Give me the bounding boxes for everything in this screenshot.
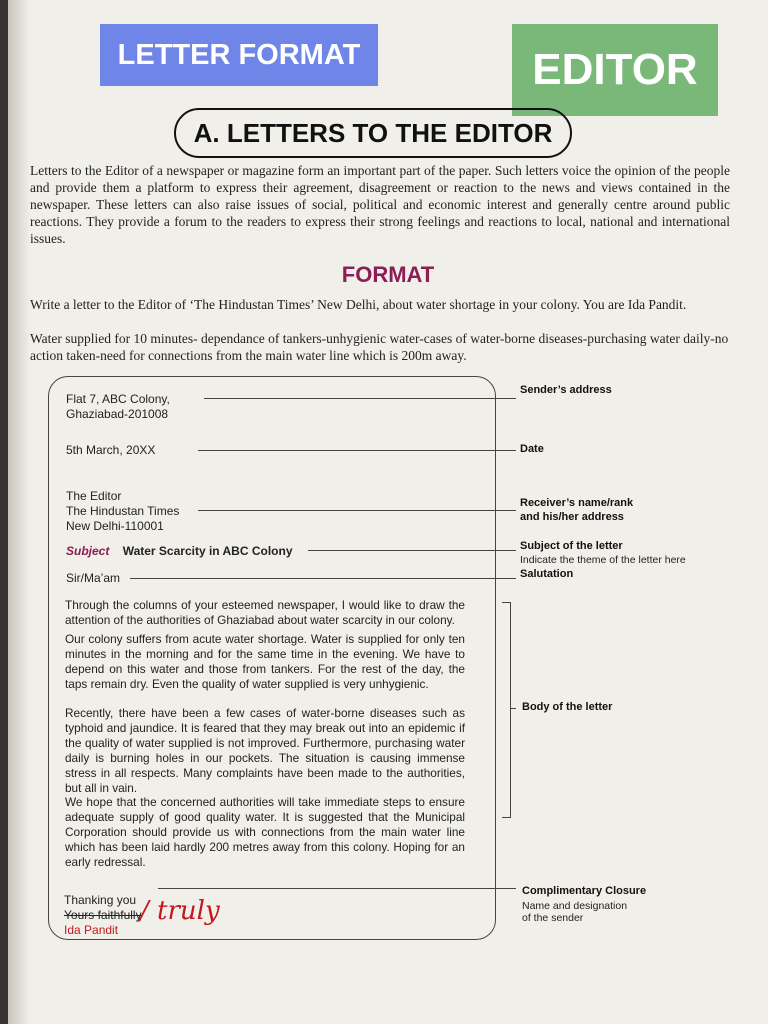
intro-paragraph: Letters to the Editor of a newspaper or magazine form an important part of the paper. Such letters voice the opinion of the people and provide them a platform to express their agreement, disagreement or reaction to the news and views contained in the newspaper. These letters can also raise issues of social, political and economic interest and generally centre around public reactions. They provide a forum to the readers to express their strong feelings and reactions to local, national and international issues. xyxy=(30,163,730,246)
annotation-salutation: Salutation xyxy=(520,568,574,580)
leader-body xyxy=(510,708,516,709)
format-heading: FORMAT xyxy=(341,262,435,287)
subject-text: Water Scarcity in ABC Colony xyxy=(122,544,293,558)
leader-salutation xyxy=(130,578,516,579)
receiver-line-3: New Delhi-110001 xyxy=(66,519,164,533)
body-paragraph-3: Recently, there have been a few cases of water-borne diseases such as typhoid and jaundice. It is feared that they may break out into an epidemic if the quality of water supplied is not improved. Furthermore, purchasing water daily is burning holes in our pockets. The situation is causing immense stress in all respects. Many complaints have been made to the authorities, but all in vain. xyxy=(65,706,465,795)
leader-sender xyxy=(204,398,516,399)
letter-format-label: LETTER FORMAT xyxy=(100,24,378,86)
body-paragraph-4: We hope that the concerned authorities will take immediate steps to ensure adequate supply of good quality water. It is suggested that the Municipal Corporation should provide us with connections from the main water line which has been laid hardly 200 metres away from this colony. Hoping for an early redressal. xyxy=(65,795,465,869)
closing-line-1: Thanking you xyxy=(64,893,137,907)
annotation-closure-sub-2: of the sender xyxy=(522,912,584,924)
leader-receiver xyxy=(198,510,516,511)
annotation-receiver-2: and his/her address xyxy=(520,511,624,523)
leader-date xyxy=(198,450,516,451)
leader-closure xyxy=(158,888,516,889)
closing-line-2-text: Yours faithfully xyxy=(64,908,142,922)
editor-label: EDITOR xyxy=(512,24,718,116)
salutation: Sir/Ma’am xyxy=(66,571,121,585)
sender-address-line-2: Ghaziabad-201008 xyxy=(66,407,169,421)
leader-subject xyxy=(308,550,516,551)
receiver-line-2: The Hindustan Times xyxy=(66,504,180,518)
annotation-sender: Sender’s address xyxy=(520,384,612,396)
body-paragraph-2: Our colony suffers from acute water shortage. Water is supplied for only ten minutes in the morning and for the same time in the evening. We have to depend on this water and those from tankers. For the rest of the day, the taps remain dry. Even the quality of water supplied is very unhygienic. xyxy=(65,632,465,691)
handwritten-correction: / truly xyxy=(140,896,220,926)
closing-line-2 xyxy=(64,908,142,923)
subject-line xyxy=(66,544,293,559)
sender-signature: Ida Pandit xyxy=(64,923,119,937)
annotation-closure-sub-1: Name and designation xyxy=(522,900,628,912)
textbook-page xyxy=(8,0,768,1024)
question-line-2: Water supplied for 10 minutes- dependance of tankers-unhygienic water-cases of water-borne diseases-purchasing water daily-no action taken-need for connections from the main water line which is 200m away. xyxy=(30,331,729,363)
receiver-line-1: The Editor xyxy=(66,489,122,503)
subject-label: Subject xyxy=(66,544,110,558)
body-bracket xyxy=(502,602,511,818)
annotation-body: Body of the letter xyxy=(522,701,613,713)
question-line-1: Write a letter to the Editor of ‘The Hindustan Times’ New Delhi, about water shortage in your colony. You are Ida Pandit. xyxy=(30,297,687,312)
page-title: A. LETTERS TO THE EDITOR xyxy=(174,108,572,158)
sender-address-line-1: Flat 7, ABC Colony, xyxy=(66,392,170,406)
annotation-closure: Complimentary Closure xyxy=(522,885,647,897)
body-paragraph-1: Through the columns of your esteemed newspaper, I would like to draw the attention of the authorities of Ghaziabad about water scarcity in our colony. xyxy=(65,598,465,627)
annotation-receiver-1: Receiver’s name/rank xyxy=(520,497,634,509)
annotation-date: Date xyxy=(520,443,544,455)
page-gutter-shadow xyxy=(8,0,30,1024)
annotation-subject-sub: Indicate the theme of the letter here xyxy=(520,554,686,566)
letter-date: 5th March, 20XX xyxy=(66,443,156,457)
annotation-subject: Subject of the letter xyxy=(520,540,623,552)
